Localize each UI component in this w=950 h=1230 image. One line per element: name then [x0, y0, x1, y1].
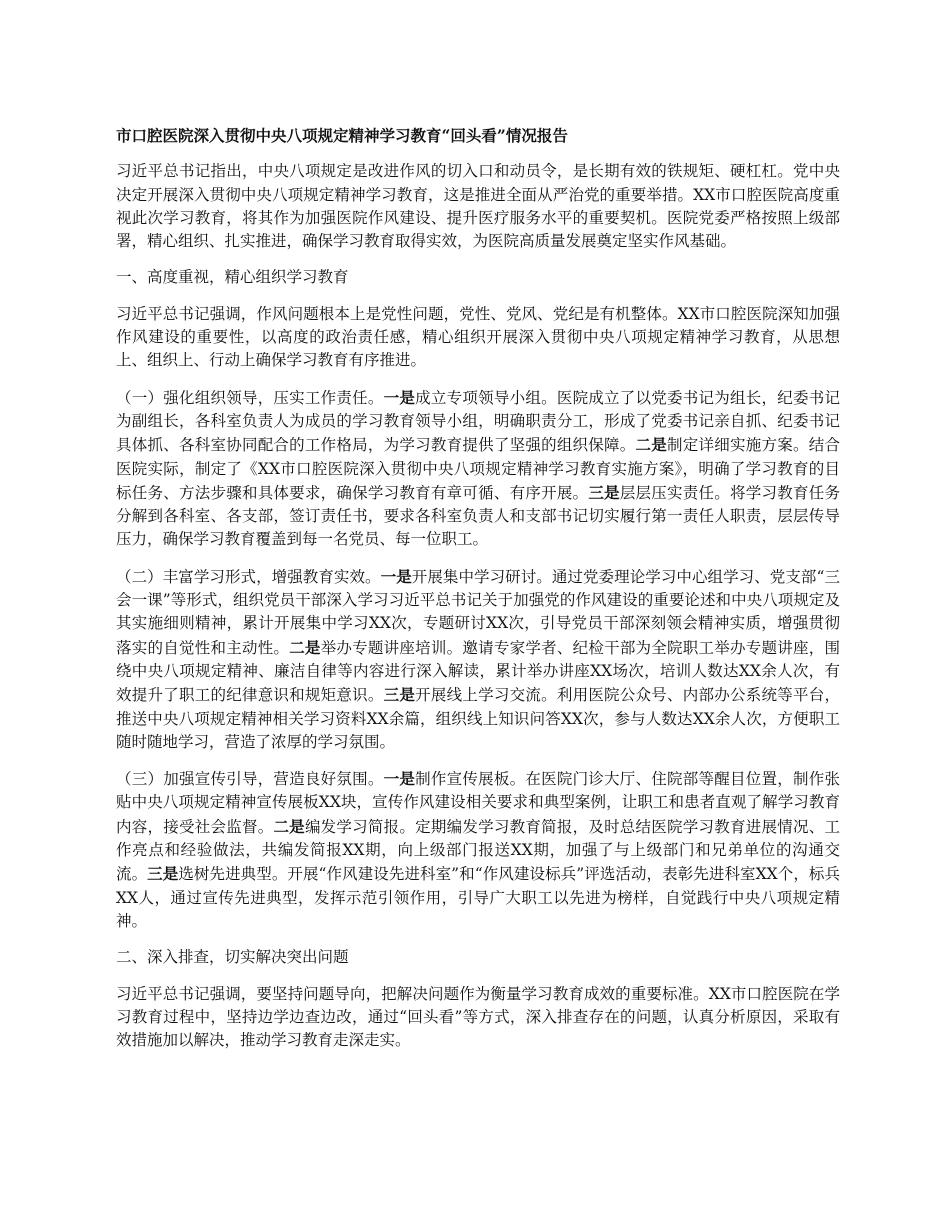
- point-marker: 二是: [289, 637, 321, 657]
- intro-paragraph: 习近平总书记指出，中央八项规定是改进作风的切入口和动员令，是长期有效的铁规矩、硬杠杠。党中央决定开展深入贯彻中央八项规定精神学习教育，这是推进全面从严治党的重要举措。XX市口腔医院高度重视此次学习教育，将其作为加强医院作风建设、提升医疗服务水平的重要契机。医院党委严格按照上级部署，精心组织、扎实推进，确保学习教育取得实效，为医院高质量发展奠定坚实作风基础。: [116, 162, 840, 251]
- point-marker: 一是: [383, 387, 416, 407]
- point-text: 举办专题讲座培训。邀请专家学者、纪检干部为全院职工举办专题讲座，围绕中央八项规定精神、廉洁自律等内容进行深入解读，累计举办讲座XX场次，培训人数达XX余人次，有效提升了职工的纪律意识和规矩意识。: [116, 638, 840, 705]
- point-marker: 二是: [273, 816, 305, 836]
- section-2-heading: 二、深入排查，切实解决突出问题: [116, 948, 349, 967]
- point-marker: 三是: [383, 685, 416, 705]
- point-text: 开展线上学习交流。利用医院公众号、内部办公系统等平台，推送中央八项规定精神相关学习资料XX余篇，组织线上知识问答XX次，参与人数达XX余人次，方便职工随时随地学习，营造了浓厚的学习氛围。: [116, 686, 840, 751]
- point-text: 成立专项领导小组。医院成立了以党委书记为组长，纪委书记为副组长，各科室负责人为成员的学习教育领导小组，明确职责分工，形成了党委书记亲自抓、纪委书记具体抓、各科室协同配合的工作格局，为学习教育提供了坚强的组织保障。: [116, 388, 840, 455]
- subsection-1-paragraph: [116, 386, 840, 552]
- document-page: [116, 124, 840, 1065]
- point-text: 选树先进典型。开展“作风建设先进科室”和“作风建设标兵”评选活动，表彰先进科室XX个，标兵XX人，通过宣传先进典型，发挥示范引领作用，引导广大职工以先进为榜样，自觉践行中央八项规定精神。: [116, 865, 840, 930]
- subsection-2-lead: （二）丰富学习形式，增强教育实效。: [116, 567, 381, 586]
- point-marker: 三是: [588, 482, 620, 502]
- subsection-2-paragraph: [116, 565, 840, 754]
- subsection-1-lead: （一）强化组织领导，压实工作责任。: [116, 388, 384, 407]
- point-text: 制定详细实施方案。结合医院实际，制定了《XX市口腔医院深入贯彻中央八项规定精神学习教育实施方案》，明确了学习教育的目标任务、方法步骤和具体要求，确保学习教育有章可循、有序开展。: [116, 436, 840, 502]
- point-text: 层层压实责任。将学习教育任务分解到各科室、各支部，签订责任书，要求各科室负责人和支部书记切实履行第一责任人职责，层层传导压力，确保学习教育覆盖到每一名党员、每一位职工。: [116, 483, 840, 549]
- section-1-heading: 一、高度重视，精心组织学习教育: [116, 268, 349, 287]
- subsection-3-lead: （三）加强宣传引导，营造良好氛围。: [116, 770, 384, 789]
- point-text: 开展集中学习研讨。通过党委理论学习中心组学习、党支部“三会一课”等形式，组织党员干部深入学习习近平总书记关于加强党的作风建设的重要论述和中央八项规定及其实施细则精神，累计开展集中学习XX次，专题研讨XX次，引导党员干部深刻领会精神实质，增强贯彻落实的自觉性和主动性。: [116, 567, 840, 657]
- point-text: 制作宣传展板。在医院门诊大厅、住院部等醒目位置，制作张贴中央八项规定精神宣传展板XX块，宣传作风建设相关要求和典型案例，让职工和患者直观了解学习教育内容，接受社会监督。: [116, 770, 840, 836]
- point-marker: 二是: [635, 435, 668, 455]
- section-2-intro: 习近平总书记强调，要坚持问题导向，把解决问题作为衡量学习教育成效的重要标准。XX市口腔医院在学习教育过程中，坚持边学边查边改，通过“回头看”等方式，深入排查存在的问题，认真分析原因，采取有效措施加以解决，推动学习教育走深走实。: [116, 984, 840, 1050]
- point-marker: 一是: [380, 566, 412, 586]
- point-text: 编发学习简报。定期编发学习教育简报，及时总结医院学习教育进展情况、工作亮点和经验做法，共编发简报XX期，向上级部门报送XX期，加强了与上级部门和兄弟单位的沟通交流。: [116, 817, 840, 884]
- section-1-intro: 习近平总书记强调，作风问题根本上是党性问题，党性、党风、党纪是有机整体。XX市口腔医院深知加强作风建设的重要性，以高度的政治责任感，精心组织开展深入贯彻中央八项规定精神学习教育，从思想上、组织上、行动上确保学习教育有序推进。: [116, 304, 840, 370]
- document-title: 市口腔医院深入贯彻中央八项规定精神学习教育“回头看”情况报告: [116, 126, 568, 145]
- point-marker: 三是: [147, 864, 179, 884]
- subsection-3-paragraph: [116, 767, 840, 933]
- point-marker: 一是: [383, 769, 416, 789]
